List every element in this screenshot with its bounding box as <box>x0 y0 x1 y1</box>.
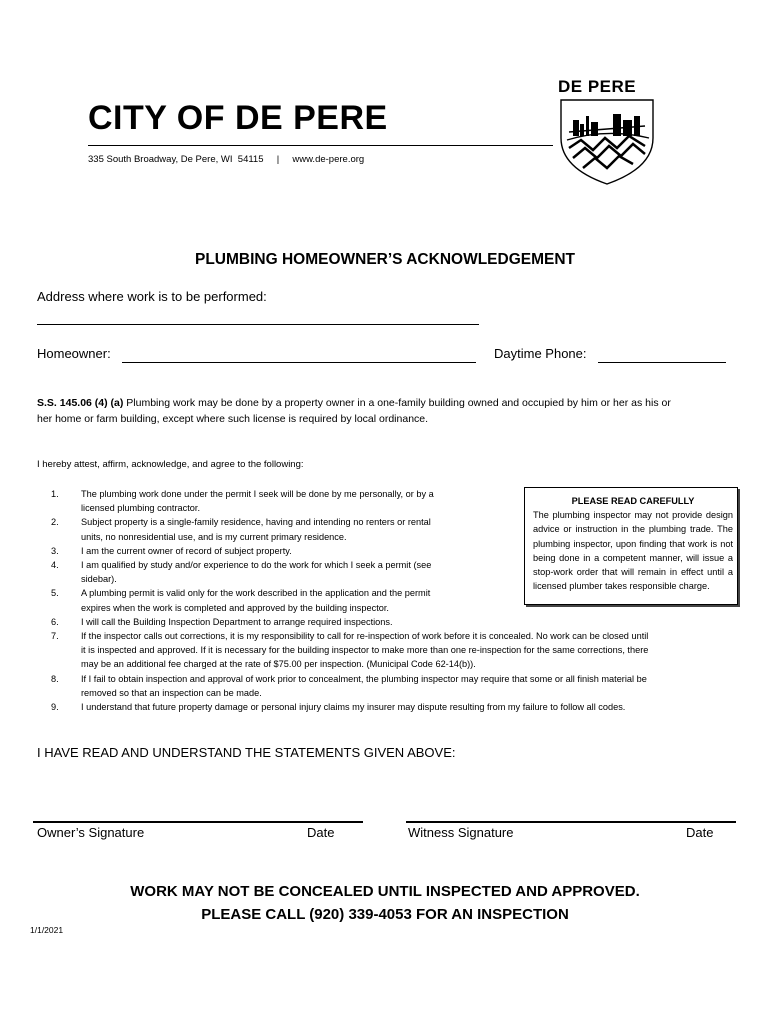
owner-signature-label: Owner’s Signature <box>37 825 145 840</box>
list-item-number: 6. <box>51 616 59 627</box>
header-divider <box>88 145 553 146</box>
witness-signature-label: Witness Signature <box>408 825 514 840</box>
list-item <box>37 615 737 629</box>
list-item-text: I will call the Building Inspection Department to arrange required inspections. <box>81 616 393 627</box>
statute-text-1: Plumbing work may be done by a property owner in a one-family building owned and occupied by him or her as his or <box>123 397 671 409</box>
list-item-number: 5. <box>51 588 59 599</box>
warning-line-1: WORK MAY NOT BE CONCEALED UNTIL INSPECTED AND APPROVED. <box>130 883 640 900</box>
notice-body: The plumbing inspector may not provide design advice or instruction in the plumbing trade. The plumbing inspector, upon finding that work is not being done in a competent manner, will issue a stop-work order that will remain in effect until a licensed plumber takes responsible charge. <box>533 510 733 592</box>
list-item-text: Subject property is a single-family residence, having and intending no renters or rental <box>81 517 431 528</box>
city-address: 335 South Broadway, De Pere, WI 54115 <box>88 154 264 165</box>
understand-statement: I HAVE READ AND UNDERSTAND THE STATEMENTS GIVEN ABOVE: <box>37 745 456 760</box>
list-item-number: 2. <box>51 517 59 528</box>
city-contact-line <box>88 154 364 166</box>
statute-paragraph <box>37 395 737 427</box>
contact-separator: | <box>276 154 280 165</box>
statute-text-2: her home or farm building, except where such license is required by local ordinance. <box>37 413 429 425</box>
statute-ref: S.S. 145.06 (4) (a) <box>37 397 124 409</box>
list-item-text: units, no nonresidential use, and is my current primary residence. <box>81 531 347 542</box>
list-item-text: If the inspector calls out corrections, it is my responsibility to call for re-inspection of work before it is concealed. No work can be closed until <box>81 631 649 642</box>
list-item-text: I understand that future property damage or personal injury claims my insurer may dispute resulting from my failure to follow all codes. <box>81 702 626 713</box>
daytime-phone-label: Daytime Phone: <box>494 346 587 361</box>
list-item-text: it is inspected and approved. If it is necessary for the building inspector to make more than one re-inspection for the same corrections, there <box>81 645 649 656</box>
owner-date-label: Date <box>307 825 335 840</box>
list-item-text: licensed plumbing contractor. <box>81 503 200 514</box>
list-item-text: I am qualified by study and/or experience to do the work for which I seek a permit (see <box>81 560 432 571</box>
witness-signature-line[interactable] <box>406 821 736 823</box>
list-item-text: may be an additional fee charged at the rate of $75.00 per inspection. (Municipal Code 62-14(b)). <box>81 659 476 670</box>
city-website: www.de-pere.org <box>292 154 365 165</box>
list-item-text: The plumbing work done under the permit I seek will be done by me personally, or by a <box>81 489 434 499</box>
revision-date: 1/1/2021 <box>30 925 64 935</box>
form-title: PLUMBING HOMEOWNER’S ACKNOWLEDGEMENT <box>194 251 576 268</box>
list-item-number: 3. <box>51 545 59 556</box>
list-item-text: expires when the work is completed and approved by the building inspector. <box>81 602 389 613</box>
attest-intro: I hereby attest, affirm, acknowledge, and agree to the following: <box>37 459 304 470</box>
notice-title: PLEASE READ CAREFULLY <box>571 496 695 506</box>
city-logo-emblem <box>553 76 663 188</box>
list-item-number: 9. <box>51 702 59 713</box>
list-item-text: sidebar). <box>81 574 117 585</box>
city-title: CITY OF DE PERE <box>88 99 388 137</box>
homeowner-label: Homeowner: <box>37 346 111 361</box>
work-address-field[interactable] <box>37 310 479 325</box>
warning-line-2: PLEASE CALL (920) 339-4053 FOR AN INSPECTION <box>201 906 569 923</box>
notice-sidebar <box>524 487 738 605</box>
list-item-text: A plumbing permit is valid only for the work described in the application and the permit <box>81 588 431 599</box>
list-item-text: removed so that an inspection can be made. <box>81 687 262 698</box>
list-item <box>37 672 737 700</box>
list-item-text: If I fail to obtain inspection and approval of work prior to concealment, the plumbing inspector may require that some or all finish material be <box>81 673 647 684</box>
city-logo <box>553 76 663 188</box>
list-item <box>37 629 737 672</box>
homeowner-field[interactable] <box>122 348 476 363</box>
list-item-number: 4. <box>51 560 59 571</box>
witness-date-label: Date <box>686 825 714 840</box>
work-address-label: Address where work is to be performed: <box>37 289 267 304</box>
list-item-text: I am the current owner of record of subject property. <box>81 545 292 556</box>
list-item <box>37 700 737 714</box>
list-item-number: 1. <box>51 489 59 499</box>
list-item-number: 7. <box>51 631 59 642</box>
list-item-number: 8. <box>51 673 59 684</box>
owner-signature-line[interactable] <box>33 821 363 823</box>
logo-wordmark: DE PERE <box>558 77 637 96</box>
daytime-phone-field[interactable] <box>598 348 726 363</box>
